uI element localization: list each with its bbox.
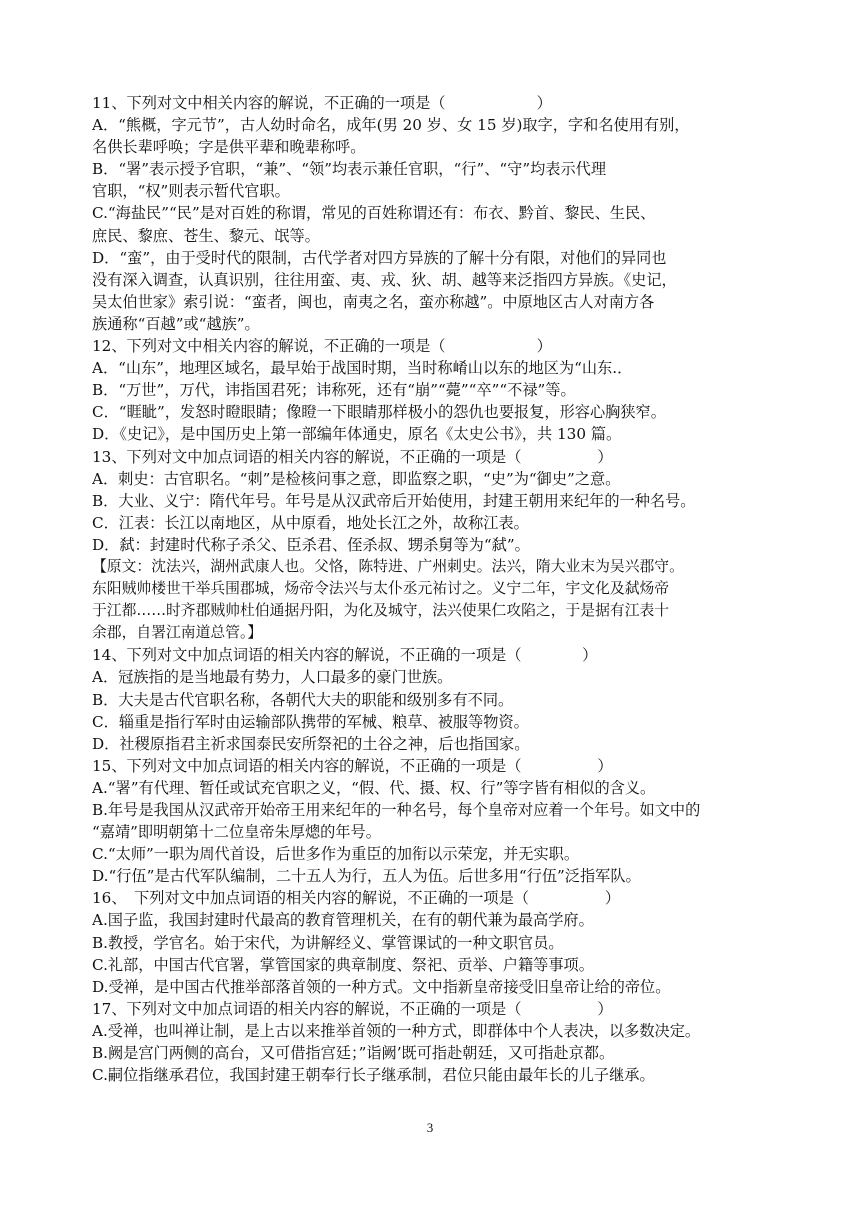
text-line: B．“署”表示授予官职，“兼”、“领”均表示兼任官职，“行”、“守”均表示代理 xyxy=(92,160,607,179)
text-line: 16、 下列对文中加点词语的相关内容的解说，不正确的一项是（ ） xyxy=(92,889,621,908)
text-line: 官职，“权”则表示暂代官职。 xyxy=(92,182,290,201)
text-line: B．大业、义宁：隋代年号。年号是从汉武帝后开始使用，封建王朝用来纪年的一种名号。 xyxy=(92,491,696,510)
text-line: C.礼部，中国古代官署，掌管国家的典章制度、祭祀、贡举、户籍等事项。 xyxy=(92,955,594,974)
text-line: A.受禅，也叫禅让制，是上古以来推举首领的一种方式，即群体中个人表决，以多数决定。 xyxy=(92,1021,701,1040)
text-line: C．“睚眦”，发怒时瞪眼睛；像瞪一下眼睛那样极小的怨仇也要报复，形容心胸狭窄。 xyxy=(92,403,666,422)
text-line: 12、下列对文中相关内容的解说，不正确的一项是（ ） xyxy=(92,337,552,356)
text-line: A．冠族指的是当地最有势力，人口最多的豪门世族。 xyxy=(92,668,453,687)
text-line: A．“山东”，地理区域名，最早始于战国时期，当时称崤山以东的地区为“山东.． xyxy=(92,359,633,378)
text-line: B.年号是我国从汉武帝开始帝王用来纪年的一种名号，每个皇帝对应着一个年号。如文中的 xyxy=(92,801,701,819)
original-text-line: 【原文：沈法兴，湖州武康人也。父恪，陈特进、广州刺史。法兴，隋大业末为吴兴郡守。 xyxy=(92,557,684,575)
text-line: C.“太师”一职为周代首设，后世多作为重臣的加衔以示荣宠，并无实职。 xyxy=(92,845,580,864)
text-line: 名供长辈呼唤；字是供平辈和晚辈称呼。 xyxy=(92,138,366,157)
text-line: D．社稷原指君主祈求国泰民安所祭祀的土谷之神，后也指国家。 xyxy=(92,734,530,753)
original-text-line: 于江都……时齐郡贼帅杜伯通据丹阳，为化及城守，法兴使果仁攻陷之，于是据有江表十 xyxy=(92,602,670,620)
text-line: B．“万世”，万代，讳指国君死；讳称死，还有“崩”“薨”“卒”“不禄”等。 xyxy=(92,381,576,400)
text-line: 15、下列对文中加点词语的相关内容的解说，不正确的一项是（ ） xyxy=(92,756,613,775)
original-text-line: 东阳贼帅楼世干举兵围郡城，炀帝令法兴与太仆丞元祐讨之。义宁二年，宇文化及弑炀帝 xyxy=(92,580,670,598)
text-line: 庶民、黎庶、苍生、黎元、氓等。 xyxy=(92,226,320,245)
text-line: C．辎重是指行军时由运输部队携带的军械、粮草、被服等物资。 xyxy=(92,712,529,731)
original-text-line: 余郡，自署江南道总管。】 xyxy=(92,624,263,642)
text-line: B．大夫是古代官职名称，各朝代大夫的职能和级别多有不同。 xyxy=(92,690,514,709)
text-line: A.国子监，我国封建时代最高的教育管理机关，在有的朝代兼为最高学府。 xyxy=(92,911,594,930)
text-line: A.“署”有代理、暂任或试充官职之义，“假、代、摄、权、行”等字皆有相似的含义。 xyxy=(92,778,656,797)
text-line: 14、下列对文中加点词语的相关内容的解说，不正确的一项是（ ） xyxy=(92,646,598,665)
text-line: 族通称“百越”或“越族”。 xyxy=(92,314,260,333)
text-line: 吴太伯世家》索引说：“蛮者，闽也，南夷之名，蛮亦称越”。中原地区古人对南方各 xyxy=(92,292,655,311)
text-line: 13、下列对文中加点词语的相关内容的解说，不正确的一项是（ ） xyxy=(92,447,613,466)
text-line: D.受禅，是中国古代推举部落首领的一种方式。文中指新皇帝接受旧皇帝让给的帝位。 xyxy=(92,977,671,996)
text-line: D．《史记》，是中国历史上第一部编年体通史，原名《太史公书》，共 130 篇。 xyxy=(92,425,622,444)
text-line: A．刺史：古官职名。“刺”是检核问事之意，即监察之职，“史”为“御史”之意。 xyxy=(92,469,621,488)
text-line: D.“行伍”是古代军队编制，二十五人为行，五人为伍。后世多用“行伍”泛指军队。 xyxy=(92,867,641,886)
text-line: A．“熊概，字元节”，古人幼时命名，成年(男 20 岁、女 15 岁)取字，字和名使用有别， xyxy=(92,116,690,135)
text-line: B.教授，学官名。始于宋代，为讲解经义、掌管课试的一种文职官员。 xyxy=(92,933,564,952)
text-line: D．“蛮”，由于受时代的限制，古代学者对四方异族的了解十分有限，对他们的异同也 xyxy=(92,248,667,267)
text-line: C.“海盐民”“民”是对百姓的称谓，常见的百姓称谓还有：布衣、黔首、黎民、生民、 xyxy=(92,204,656,223)
page-number: 3 xyxy=(426,1120,434,1135)
text-line: 11、下列对文中相关内容的解说，不正确的一项是（ ） xyxy=(92,94,552,112)
text-line: “嘉靖”即明朝第十二位皇帝朱厚熜的年号。 xyxy=(92,823,381,842)
text-line: C.嗣位指继承君位，我国封建王朝奉行长子继承制，君位只能由最年长的儿子继承。 xyxy=(92,1066,655,1085)
text-line: D．弑：封建时代称子杀父、臣杀君、侄杀叔、甥杀舅等为“弑”。 xyxy=(92,535,530,554)
text-line: B.阙是宫门两侧的高台，又可借指宫廷；”诣阙’既可指赴朝廷，又可指赴京都。 xyxy=(92,1044,615,1063)
text-line: 没有深入调查，认真识别，往往用蛮、夷、戎、狄、胡、越等来泛指四方异族。《史记， xyxy=(92,270,677,289)
text-line: 17、下列对文中加点词语的相关内容的解说，不正确的一项是（ ） xyxy=(92,999,613,1018)
page-text xyxy=(92,92,772,1086)
text-line: C．江表：长江以南地区，从中原看，地处长江之外，故称江表。 xyxy=(92,513,529,532)
